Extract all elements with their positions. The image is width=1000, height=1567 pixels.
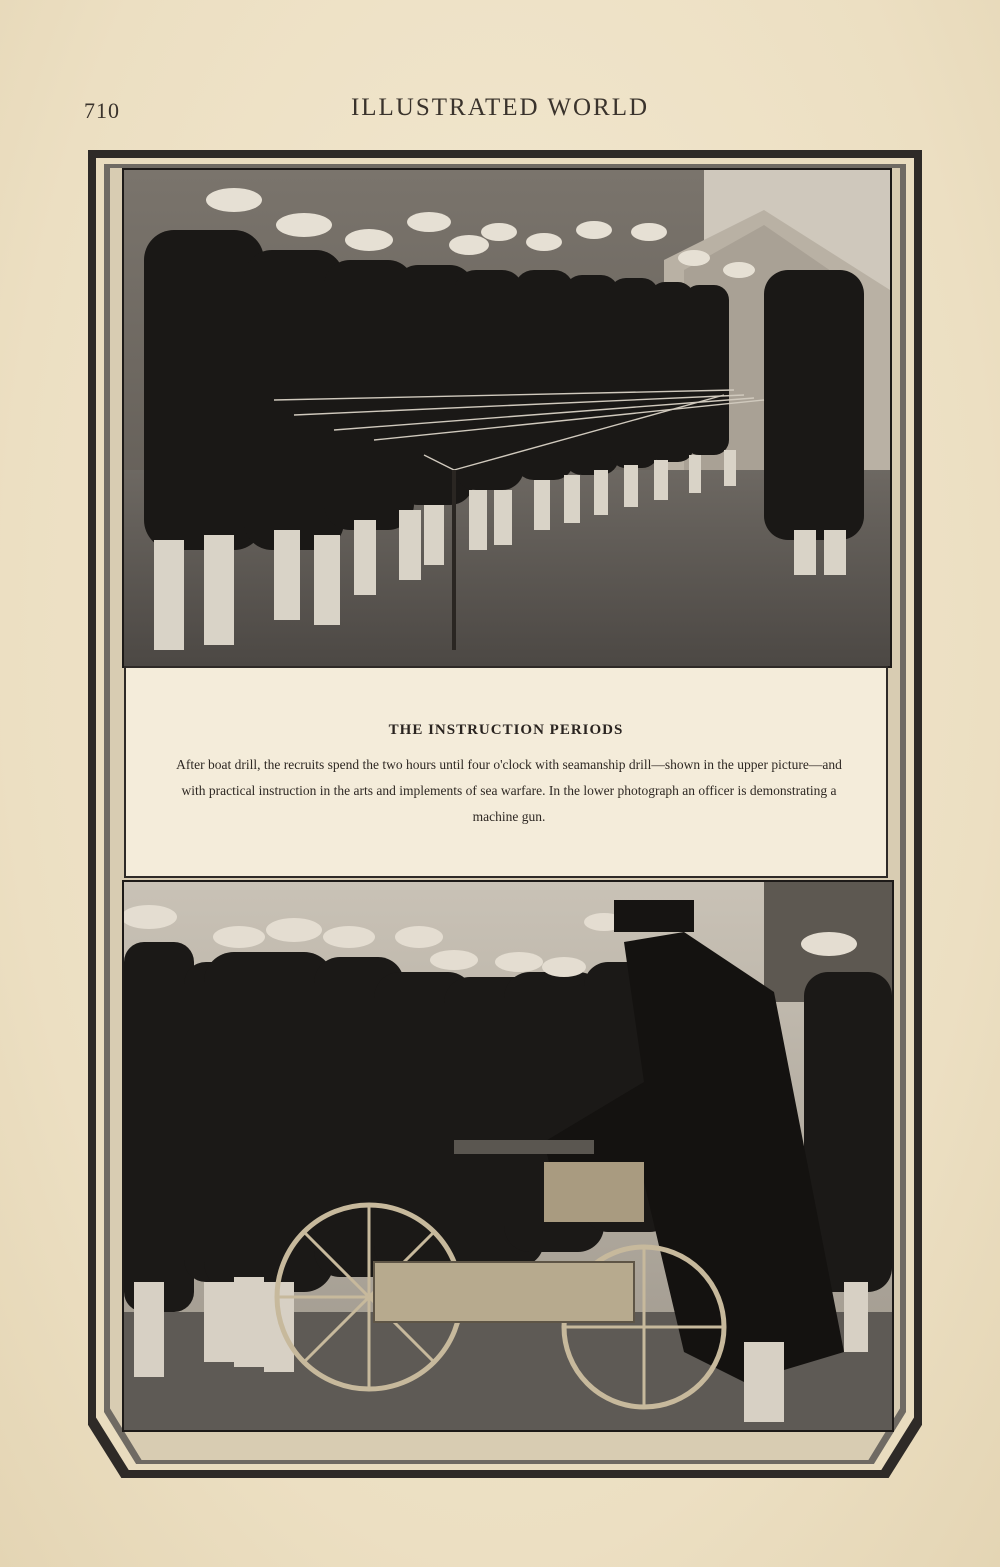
seamanship-drill-illustration bbox=[124, 170, 890, 666]
page-header bbox=[0, 90, 1000, 130]
caption-body: After boat drill, the recruits spend the two hours until four o'clock with seamanship drill—shown in the upper picture—and with practical instruction in the arts and implements of sea warfare. In the lower photograph an officer is demonstrating a machine gun. bbox=[176, 757, 842, 824]
caption-heading: THE INSTRUCTION PERIODS bbox=[388, 722, 624, 738]
page-number: 710 bbox=[84, 98, 120, 123]
seamanship-drill-photo bbox=[122, 168, 892, 668]
machine-gun-demonstration-photo bbox=[122, 880, 894, 1432]
journal-title: ILLUSTRATED WORLD bbox=[350, 94, 650, 121]
caption-box bbox=[124, 666, 888, 878]
machine-gun-demonstration-illustration bbox=[124, 882, 892, 1430]
